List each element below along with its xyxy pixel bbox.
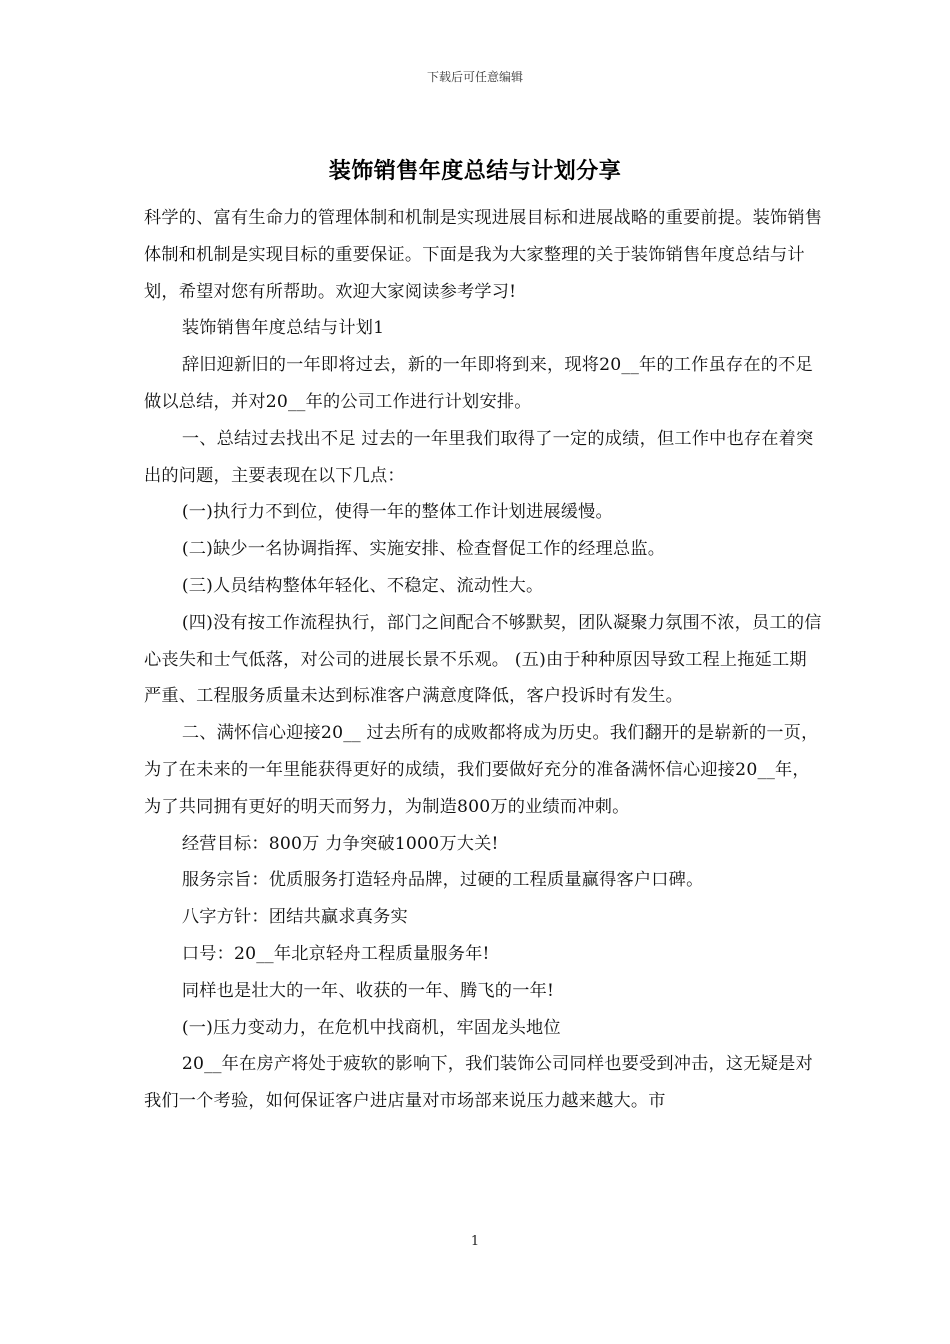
paragraph: 服务宗旨：优质服务打造轻舟品牌，过硬的工程质量赢得客户口碑。 bbox=[181, 870, 704, 891]
document-body bbox=[144, 200, 824, 1120]
paragraph: 辞旧迎新旧的一年即将过去，新的一年即将到来，现将20__年的工作虽存在的不足做以总结，并对20__年的公司工作进行计划安排。 bbox=[144, 355, 813, 412]
paragraph: 一、总结过去找出不足 过去的一年里我们取得了一定的成绩，但工作中也存在着突出的问题，主要表现在以下几点： bbox=[144, 428, 814, 486]
paragraph: 科学的、富有生命力的管理体制和机制是实现进展目标和进展战略的重要前提。装饰销售体制和机制是实现目标的重要保证。下面是我为大家整理的关于装饰销售年度总结与计划，希望对您有所帮助。欢迎大家阅读参考学习! bbox=[144, 208, 823, 302]
page-number: 1 bbox=[470, 1234, 480, 1249]
paragraph: (二)缺少一名协调指挥、实施安排、检查督促工作的经理总监。 bbox=[181, 539, 666, 560]
paragraph: (一)压力变动力，在危机中找商机，牢固龙头地位 bbox=[181, 1017, 561, 1038]
document-title: 装饰销售年度总结与计划分享 bbox=[328, 158, 622, 184]
paragraph: 20__年在房产将处于疲软的影响下，我们装饰公司同样也要受到冲击，这无疑是对我们一个考验，如何保证客户进店量对市场部来说压力越来越大。市 bbox=[144, 1054, 813, 1112]
header-note: 下载后可任意编辑 bbox=[426, 70, 523, 84]
paragraph: 八字方针：团结共赢求真务实 bbox=[181, 907, 408, 928]
paragraph: 同样也是壮大的一年、收获的一年、腾飞的一年! bbox=[181, 980, 555, 1001]
paragraph: (四)没有按工作流程执行，部门之间配合不够默契，团队凝聚力氛围不浓，员工的信心丧失和士气低落，对公司的进展长景不乐观。 (五)由于种种原因导致工程上拖延工期严重、工程服务质量未达到标准客户满意度降低，客户投诉时有发生。 bbox=[144, 612, 822, 707]
paragraph: (三)人员结构整体年轻化、不稳定、流动性大。 bbox=[181, 575, 544, 596]
paragraph: (一)执行力不到位，使得一年的整体工作计划进展缓慢。 bbox=[181, 502, 613, 523]
paragraph: 装饰销售年度总结与计划1 bbox=[181, 318, 385, 339]
paragraph: 经营目标：800万 力争突破1000万大关! bbox=[181, 833, 499, 854]
paragraph: 口号：20__年北京轻舟工程质量服务年! bbox=[181, 943, 490, 964]
paragraph: 二、满怀信心迎接20__ 过去所有的成败都将成为历史。我们翻开的是崭新的一页，为了在未来的一年里能获得更好的成绩，我们要做好充分的准备满怀信心迎接20__年，为了共同拥有更好的明天而努力，为制造800万的业绩而冲刺。 bbox=[144, 723, 819, 817]
